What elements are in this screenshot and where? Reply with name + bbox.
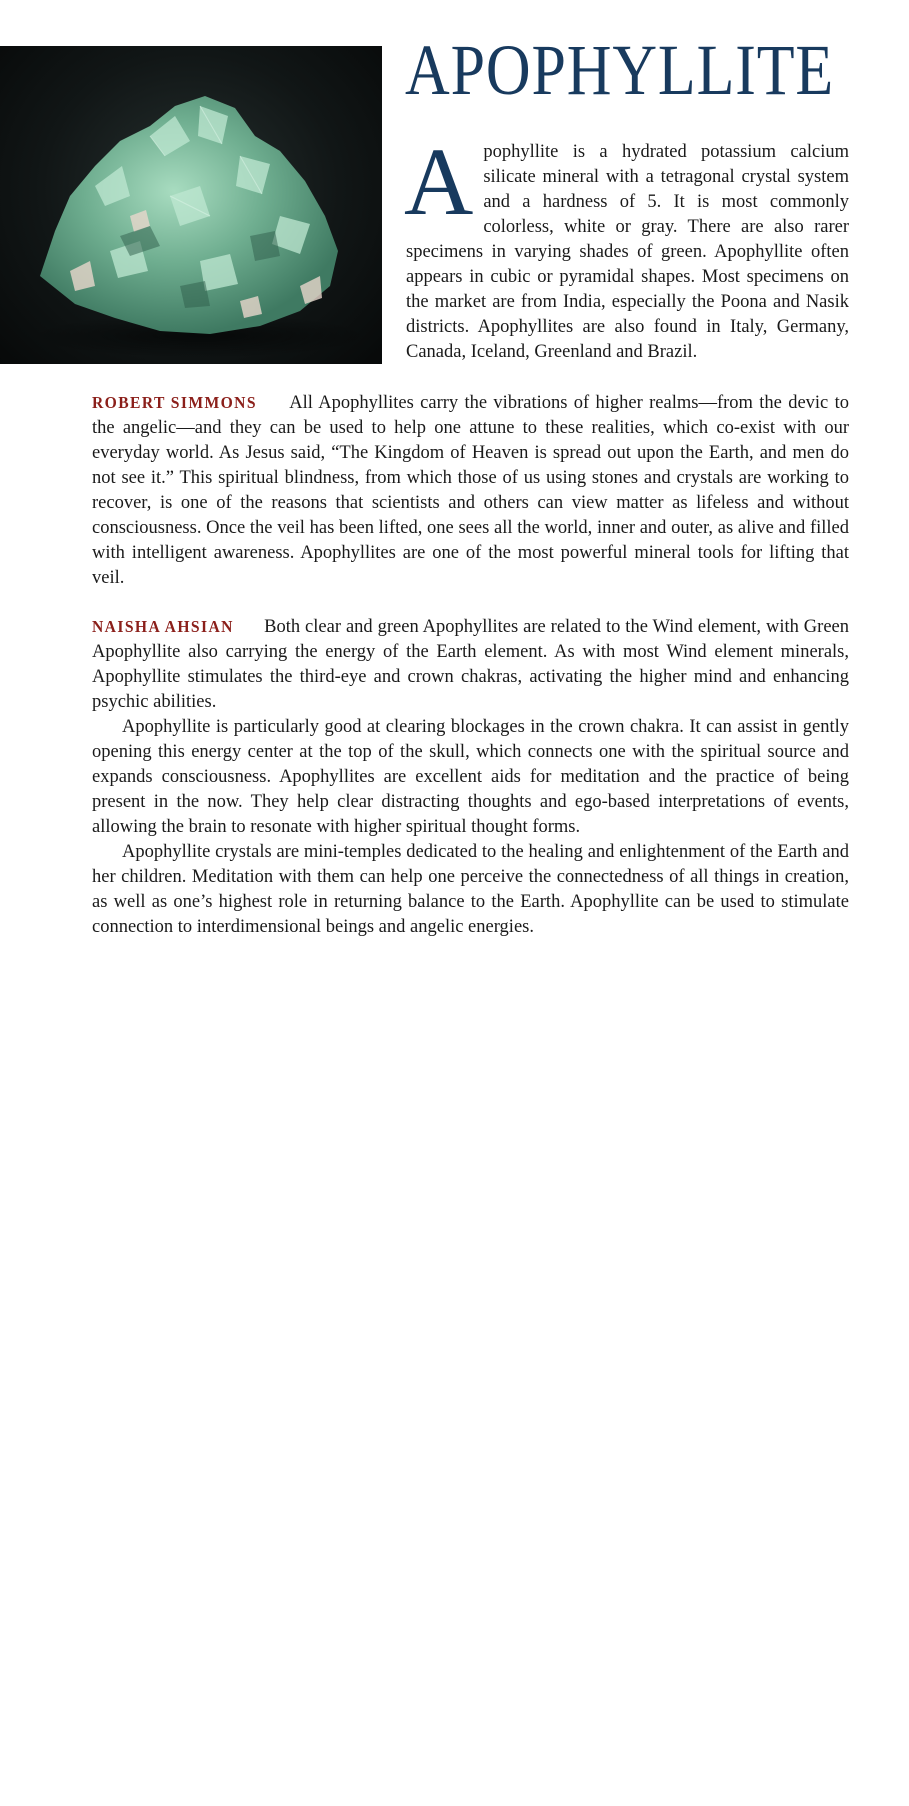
- ahsian-text-1: Both clear and green Apophyllites are related to the Wind element, with Green Apophyllite also carrying the energy of the Earth element. As with most Wind element minerals, Apophyllite stimulates the third-eye and crown chakras, activating the higher mind and enhancing psychic abilities.: [92, 617, 849, 712]
- section-robert-simmons: [92, 390, 849, 591]
- intro-paragraph: [404, 128, 849, 365]
- page-title: APOPHYLLITE: [405, 30, 835, 110]
- section-naisha-ahsian: [92, 614, 849, 940]
- apophyllite-specimen-image: [0, 46, 382, 364]
- intro-text: pophyllite is a hydrated potassium calcium silicate mineral with a tetragonal crystal system and a hardness of 5. It is most commonly colorless, white or gray. There are also rarer specimens in varying shades of green. Apophyllite often appears in cubic or pyramidal shapes. Most specimens on the market are from India, especially the Poona and Nasik districts. Apophyllites are also found in Italy, Germany, Canada, Iceland, Greenland and Brazil.: [406, 142, 849, 362]
- simmons-text-1: All Apophyllites carry the vibrations of higher realms—from the devic to the angelic—and they can be used to help one attune to these realities, which co-exist with our everyday world. As Jesus said, “The Kingdom of Heaven is spread out upon the Earth, and men do not see it.” This spiritual blindness, from which those of us using stones and crystals are working to recover, is one of the reasons that scientists and others can view matter as lifeless and without consciousness. Once the veil has been lifted, one sees all the world, inner and outer, as alive and filled with intelligent awareness. Apophyllites are one of the most powerful mineral tools for lifting that veil.: [92, 393, 849, 588]
- mineral-photo: [0, 46, 382, 364]
- drop-cap: A: [404, 128, 474, 235]
- ahsian-paragraph-2: Apophyllite is particularly good at clearing blockages in the crown chakra. It can assist in gently opening this energy center at the top of the skull, which connects one with the spiritual source and expands consciousness. Apophyllites are excellent aids for meditation and the practice of being present in the now. They help clear distracting thoughts and ego-based interpretations of events, allowing the brain to resonate with higher spiritual thought forms.: [92, 717, 849, 837]
- simmons-paragraph-1: [92, 390, 849, 591]
- author-name-simmons: ROBERT SIMMONS: [92, 393, 257, 412]
- ahsian-paragraph-1: [92, 614, 849, 715]
- ahsian-paragraph-3: Apophyllite crystals are mini-temples dedicated to the healing and enlightenment of the Earth and her children. Meditation with them can help one perceive the connectedness of all things in creation, as well as one’s highest role in returning balance to the Earth. Apophyllite can be used to stimulate connection to interdimensional beings and angelic energies.: [92, 842, 849, 937]
- author-name-ahsian: NAISHA AHSIAN: [92, 617, 234, 636]
